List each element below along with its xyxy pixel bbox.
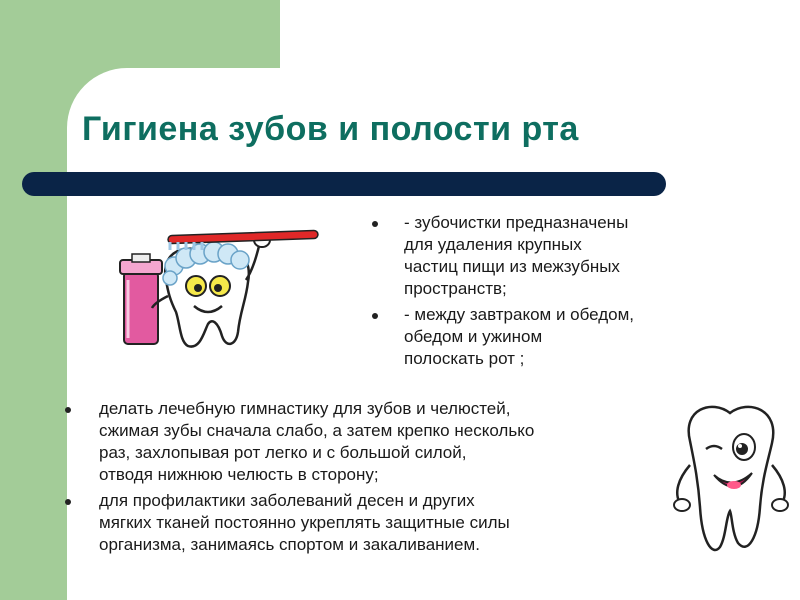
toothpaste-tube-icon (120, 254, 162, 344)
list-item-text: делать лечебную гимнастику для зубов и челюстей, сжимая зубы сначала слабо, а затем крепко несколько раз, захлопывая рот легко и с большой силой, отводя нижнюю челюсть в сторону; (99, 399, 535, 484)
bullet-icon (65, 499, 71, 505)
tooth-brushing-illustration-icon (108, 220, 323, 365)
right-bullet-list (404, 212, 724, 374)
toothbrush-icon (168, 230, 318, 250)
list-item (404, 212, 724, 300)
bullet-icon (372, 221, 378, 227)
title-divider-bar (22, 172, 666, 196)
list-item-text: для профилактики заболеваний десен и других мягких тканей постоянно укреплять защитные силы организма, занимаясь спортом и закаливанием. (99, 491, 510, 554)
list-item (404, 304, 724, 370)
winking-tooth-illustration-icon (668, 395, 793, 570)
bullet-icon (65, 407, 71, 413)
bottom-bullet-list (99, 398, 689, 560)
list-item-text: - между завтраком и обедом, обедом и ужином полоскать рот ; (404, 305, 635, 368)
bullet-icon (372, 313, 378, 319)
list-item (99, 398, 689, 486)
slide-title: Гигиена зубов и полости рта (82, 110, 579, 148)
list-item (99, 490, 689, 556)
list-item-text: - зубочистки предназначены для удаления крупных частиц пищи из межзубных пространств; (404, 213, 629, 298)
